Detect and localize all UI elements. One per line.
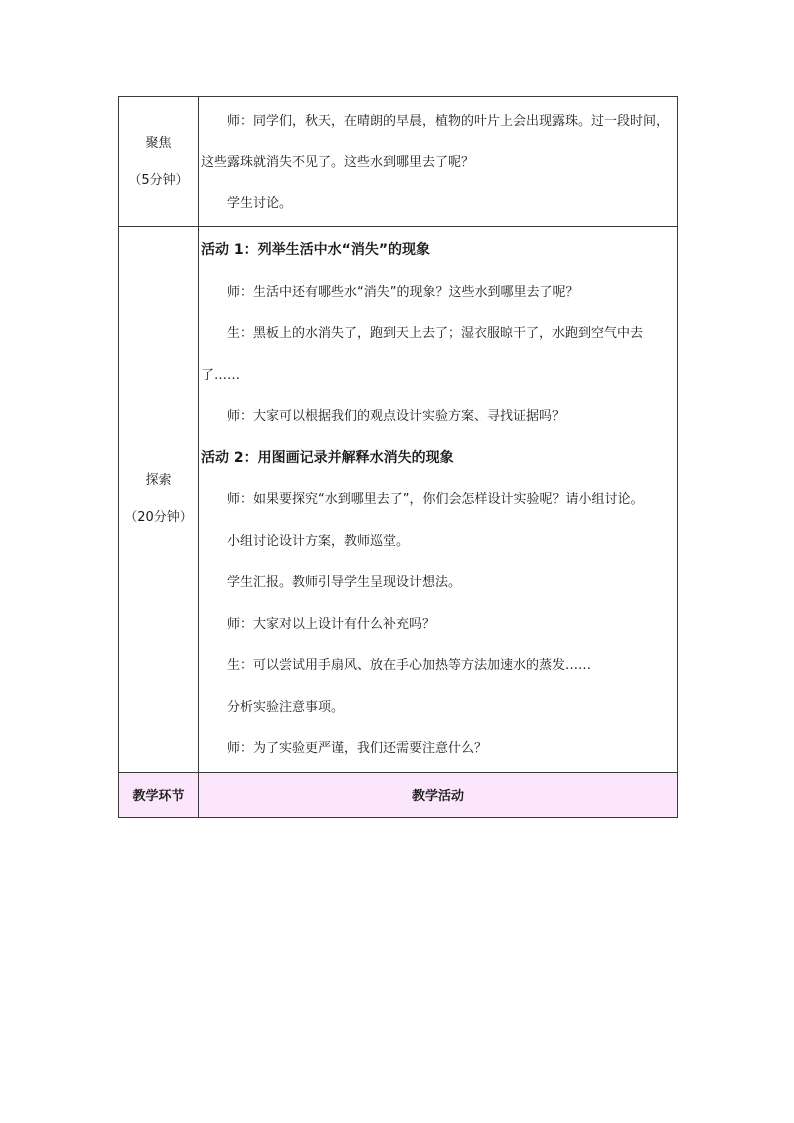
activity-line: 师：大家可以根据我们的观点设计实验方案、寻找证据吗？ [227,409,566,424]
activity-line: 生：黑板上的水消失了，跑到天上去了；湿衣服晾干了，水跑到空气中去了…… [201,326,644,383]
header-activity-label: 教学活动 [199,772,678,817]
activity-cell-focus [199,97,678,227]
activity-line: 生：可以尝试用手扇风、放在手心加热等方法加速水的蒸发…… [227,658,592,673]
table-header-row [119,772,678,817]
activity-1-heading: 活动 1：列举生活中水“消失”的现象 [201,242,431,258]
activity-line: 师：大家对以上设计有什么补充吗？ [227,616,436,632]
activity-line: 学生汇报。教师引导学生呈现设计想法。 [227,575,462,590]
activity-line: 小组讨论设计方案，教师巡堂。 [227,533,410,549]
activity-line: 分析实验注意事项。 [227,699,345,715]
stage-name: 聚焦 [145,135,172,151]
header-stage-label: 教学环节 [119,772,199,817]
table-row-focus [119,97,678,227]
stage-cell-explore [119,227,199,773]
activity-line: 师：如果要探究“水到哪里去了”，你们会怎样设计实验呢？请小组讨论。 [227,492,644,507]
student-line: 学生讨论。 [227,196,293,211]
stage-time: （5分钟） [128,172,189,188]
activity-cell-explore [199,227,678,773]
activity-2-heading: 活动 2：用图画记录并解释水消失的现象 [201,449,454,466]
stage-time: （20分钟） [124,510,193,526]
activity-line: 师：生活中还有哪些水“消失”的现象？这些水到哪里去了呢？ [227,284,579,300]
table-row-explore [119,227,678,773]
lesson-plan-table [118,96,678,818]
stage-name: 探索 [145,473,172,489]
teacher-line: 师：同学们，秋天，在晴朗的早晨，植物的叶片上会出现露珠。过一段时间，这些露珠就消失不见了。这些水到哪里去了呢？ [201,114,670,170]
activity-line: 师：为了实验更严谨，我们还需要注意什么？ [227,741,488,756]
stage-cell-focus [119,97,199,227]
